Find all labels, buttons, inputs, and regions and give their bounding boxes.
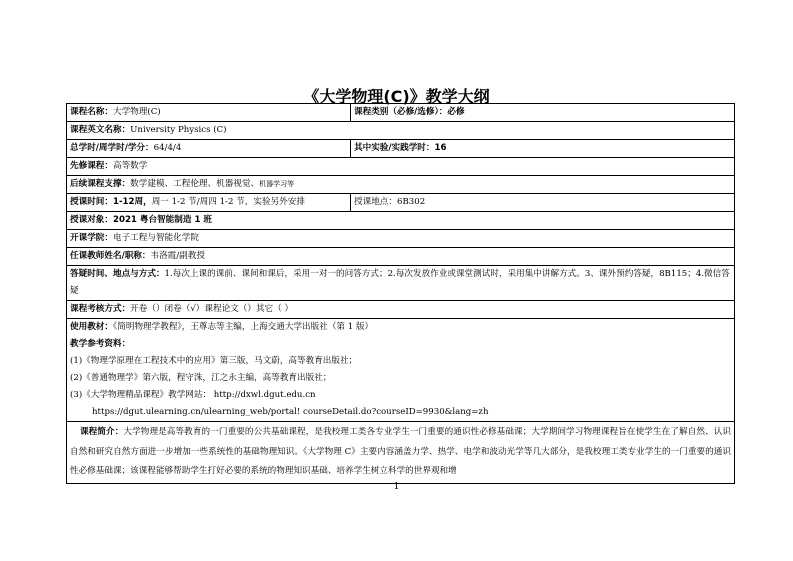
college-label: 开课学院：	[70, 233, 113, 243]
reference-url[interactable]: https://dgut.ulearning.cn/ulearning_web/portal! courseDetail.do?courseID=9930&lang=zh	[92, 407, 489, 417]
assessment-value: 开卷（）闭卷（√）课程论文（）其它（ ）	[130, 304, 294, 314]
hours-label: 总学时/周学时/学分：	[70, 143, 154, 153]
row-assessment	[67, 301, 735, 319]
prereq-value: 高等数学	[112, 161, 148, 171]
references-label: 教学参考资料：	[70, 339, 131, 349]
hours-value: 64/4/4	[153, 143, 182, 153]
row-course-name	[67, 104, 735, 122]
followup-label: 后续课程支撑：	[70, 179, 131, 189]
row-intro	[67, 422, 735, 484]
prereq-label: 先修课程：	[70, 161, 113, 171]
audience-label: 授课对象：	[70, 215, 113, 225]
row-prereq	[67, 158, 735, 176]
qa-label: 答疑时间、地点与方式：	[70, 269, 165, 279]
location-label: 授课地点：	[354, 197, 397, 207]
qa-value: 1.每次上课的课前、课间和课后，采用一对一的问答方式；2.每次发放作业或课堂测试时，采用集中讲解方式。3、课外预约答疑，8B115；4.微信答疑	[70, 269, 730, 296]
intro-label: 课程简介：	[80, 427, 124, 437]
followup-value: 数学建模、工程伦理、机器视觉、	[130, 179, 260, 189]
schedule-value: 周一 1-2 节/周四 1-2 节，实验另外安排	[151, 197, 305, 207]
row-followup	[67, 176, 735, 194]
textbook-value: 《简明物理学教程》，王尊志等主编，上海交通大学出版社（第 1 版）	[112, 322, 374, 332]
textbook-label: 使用教材：	[70, 322, 113, 332]
college-value: 电子工程与智能化学院	[112, 233, 199, 243]
assessment-label: 课程考核方式：	[70, 304, 131, 314]
schedule-weeks: 1-12周，	[112, 197, 152, 207]
lab-hours-value: 16	[434, 143, 447, 153]
reference-item: (2)《普通物理学》第六版，程守洙，江之永主编，高等教育出版社；	[70, 373, 332, 383]
audience-value: 2021 粤台智能制造 1 班	[112, 215, 213, 225]
course-type-value: 必修	[447, 107, 465, 117]
page-number: 1	[393, 482, 400, 492]
row-hours	[67, 140, 735, 158]
lab-hours-label: 其中实验/实践学时：	[354, 143, 435, 153]
row-audience	[67, 212, 735, 230]
course-name-label: 课程名称：	[70, 107, 113, 117]
course-type-label: 课程类别（必修/选修）：	[354, 107, 448, 117]
intro-value: 大学物理是高等教育的一门重要的公共基础课程，是我校理工类各专业学生一门重要的通识性必修基础课；大学期间学习物理课程旨在使学生在了解自然、认识自然和研究自然方面进一步增加一些系统性的基础物理知识。《大学物理 C》主要内容涵盖力学、热学、电学和波动光学等几大部分，是我校理工类专业学生的一门重要的通识性必修基础课；该课程能够帮助学生打好必要的系统的物理知识基础、培养学生树立科学的世界观和增	[70, 427, 731, 476]
location-value: 6B302	[396, 197, 426, 207]
document-title: 《大学物理(C)》教学大纲	[303, 87, 490, 106]
row-college	[67, 230, 735, 248]
reference-item[interactable]: (3)《大学物理精品课程》教学网站： http://dxwl.dgut.edu.cn	[70, 390, 316, 400]
course-name-value: 大学物理(C)	[112, 107, 161, 117]
row-teacher	[67, 248, 735, 266]
row-qa	[67, 266, 735, 301]
teacher-label: 任课教师姓名/职称：	[70, 251, 151, 261]
row-materials	[67, 319, 735, 422]
row-english-name	[67, 122, 735, 140]
row-schedule	[67, 194, 735, 212]
english-name-label: 课程英文名称：	[70, 125, 131, 135]
english-name-value: University Physics (C)	[130, 125, 227, 135]
syllabus-table	[66, 103, 735, 484]
teacher-value: 韦洛霞/副教授	[150, 251, 205, 261]
reference-item: (1)《物理学原理在工程技术中的应用》第三版，马文蔚，高等教育出版社；	[70, 356, 358, 366]
followup-value-small: 机器学习等	[259, 180, 295, 188]
schedule-label: 授课时间：	[70, 197, 113, 207]
